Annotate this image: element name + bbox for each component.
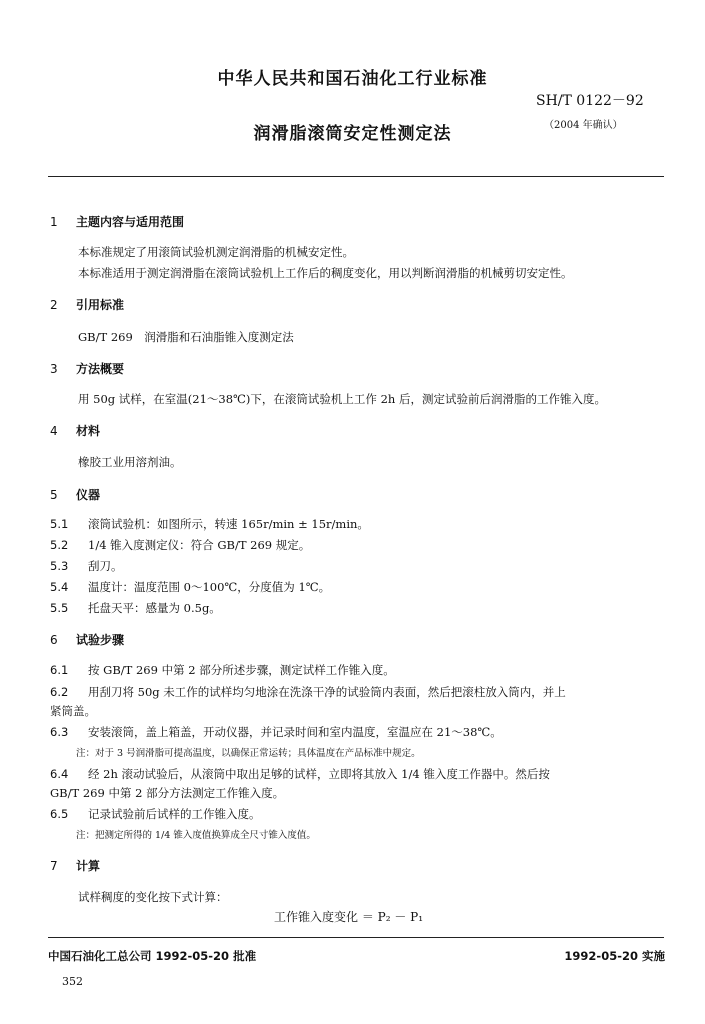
item-number: 5.3: [50, 559, 69, 573]
item-number: 5.4: [50, 580, 69, 594]
section-number: 4: [50, 424, 58, 438]
item-number: 6.2: [50, 685, 69, 699]
section-3-paragraph-1: 用 50g 试样，在室温(21～38℃)下，在滚筒试验机上工作 2h 后，测定试验前后润滑脂的工作锥入度。: [78, 392, 606, 406]
header-divider: [48, 176, 664, 177]
calculation-formula: 工作锥入度变化 ＝ P₂ － P₁: [274, 910, 424, 924]
section-4-paragraph-1: 橡胶工业用溶剂油。: [78, 455, 182, 469]
section-1-paragraph-2: 本标准适用于测定润滑脂在滚筒试验机上工作后的稠度变化，用以判断润滑脂的机械剪切安定性。: [78, 266, 573, 280]
list-item: [50, 600, 221, 616]
section-7-paragraph-1: 试样稠度的变化按下式计算：: [78, 890, 228, 904]
step-6-3: [50, 724, 502, 740]
item-number: 6.1: [50, 663, 69, 677]
item-number: 5.5: [50, 601, 69, 615]
section-7-heading: [50, 857, 100, 874]
item-number: 5.1: [50, 517, 69, 531]
item-text: 托盘天平：感量为 0.5g。: [88, 601, 221, 615]
item-text: 滚筒试验机：如图所示，转速 165r/min ± 15r/min。: [88, 517, 369, 531]
step-6-4-continuation: GB/T 269 中第 2 部分方法测定工作锥入度。: [50, 786, 285, 800]
step-6-4: [50, 766, 550, 782]
section-title: 主题内容与适用范围: [76, 215, 185, 229]
list-item: [50, 579, 330, 595]
section-number: 5: [50, 488, 58, 502]
section-number: 2: [50, 298, 58, 312]
section-1-heading: [50, 213, 184, 230]
note-2: 注：把测定所得的 1/4 锥入度值换算成全尺寸锥入度值。: [76, 830, 316, 841]
item-number: 6.5: [50, 807, 69, 821]
item-text: 按 GB/T 269 中第 2 部分所述步骤，测定试样工作锥入度。: [88, 663, 395, 677]
section-title: 试验步骤: [76, 633, 125, 647]
item-text: 刮刀。: [88, 559, 123, 573]
item-text: 经 2h 滚动试验后，从滚筒中取出足够的试样，立即将其放入 1/4 锥入度工作器中。然后按: [88, 767, 550, 781]
section-5-heading: [50, 486, 100, 503]
section-2-paragraph-1: GB/T 269 润滑脂和石油脂锥入度测定法: [78, 330, 294, 344]
step-6-1: [50, 662, 395, 678]
section-6-heading: [50, 631, 124, 648]
section-title: 引用标准: [76, 298, 125, 312]
footer-divider: [48, 937, 664, 938]
confirmation-note: （2004 年确认）: [544, 120, 623, 131]
page-number: 352: [62, 975, 83, 988]
section-title: 方法概要: [76, 362, 125, 376]
standard-number: SH/T 0122－92: [536, 93, 644, 109]
step-6-2-continuation: 紧筒盖。: [50, 704, 96, 718]
section-number: 3: [50, 362, 58, 376]
section-number: 1: [50, 215, 58, 229]
item-number: 6.3: [50, 725, 69, 739]
item-text: 1/4 锥入度测定仪：符合 GB/T 269 规定。: [88, 538, 311, 552]
section-number: 6: [50, 633, 58, 647]
item-number: 6.4: [50, 767, 69, 781]
section-title: 计算: [76, 859, 101, 873]
issuing-body-heading: 中华人民共和国石油化工行业标准: [217, 69, 488, 89]
step-6-5: [50, 806, 261, 822]
approval-line: 中国石油化工总公司 1992-05-20 批准: [48, 949, 257, 963]
item-text: 安装滚筒，盖上箱盖，开动仪器，并记录时间和室内温度，室温应在 21～38℃。: [88, 725, 502, 739]
document-title: 润滑脂滚筒安定性测定法: [253, 124, 452, 144]
step-6-2: [50, 684, 566, 700]
section-3-heading: [50, 360, 124, 377]
section-title: 仪器: [76, 488, 101, 502]
implementation-date: 1992-05-20 实施: [564, 949, 665, 963]
section-4-heading: [50, 422, 100, 439]
list-item: [50, 516, 369, 532]
note-1: 注：对于 3 号润滑脂可提高温度，以确保正常运转；具体温度在产品标准中规定。: [76, 748, 421, 759]
section-1-paragraph-1: 本标准规定了用滚筒试验机测定润滑脂的机械安定性。: [78, 245, 354, 259]
item-number: 5.2: [50, 538, 69, 552]
section-2-heading: [50, 296, 124, 313]
section-title: 材料: [76, 424, 101, 438]
list-item: [50, 558, 123, 574]
item-text: 记录试验前后试样的工作锥入度。: [88, 807, 261, 821]
section-number: 7: [50, 859, 58, 873]
item-text: 温度计：温度范围 0～100℃，分度值为 1℃。: [88, 580, 331, 594]
item-text: 用刮刀将 50g 未工作的试样均匀地涂在洗涤干净的试验筒内表面，然后把滚柱放入筒内，并上: [88, 685, 566, 699]
list-item: [50, 537, 310, 553]
